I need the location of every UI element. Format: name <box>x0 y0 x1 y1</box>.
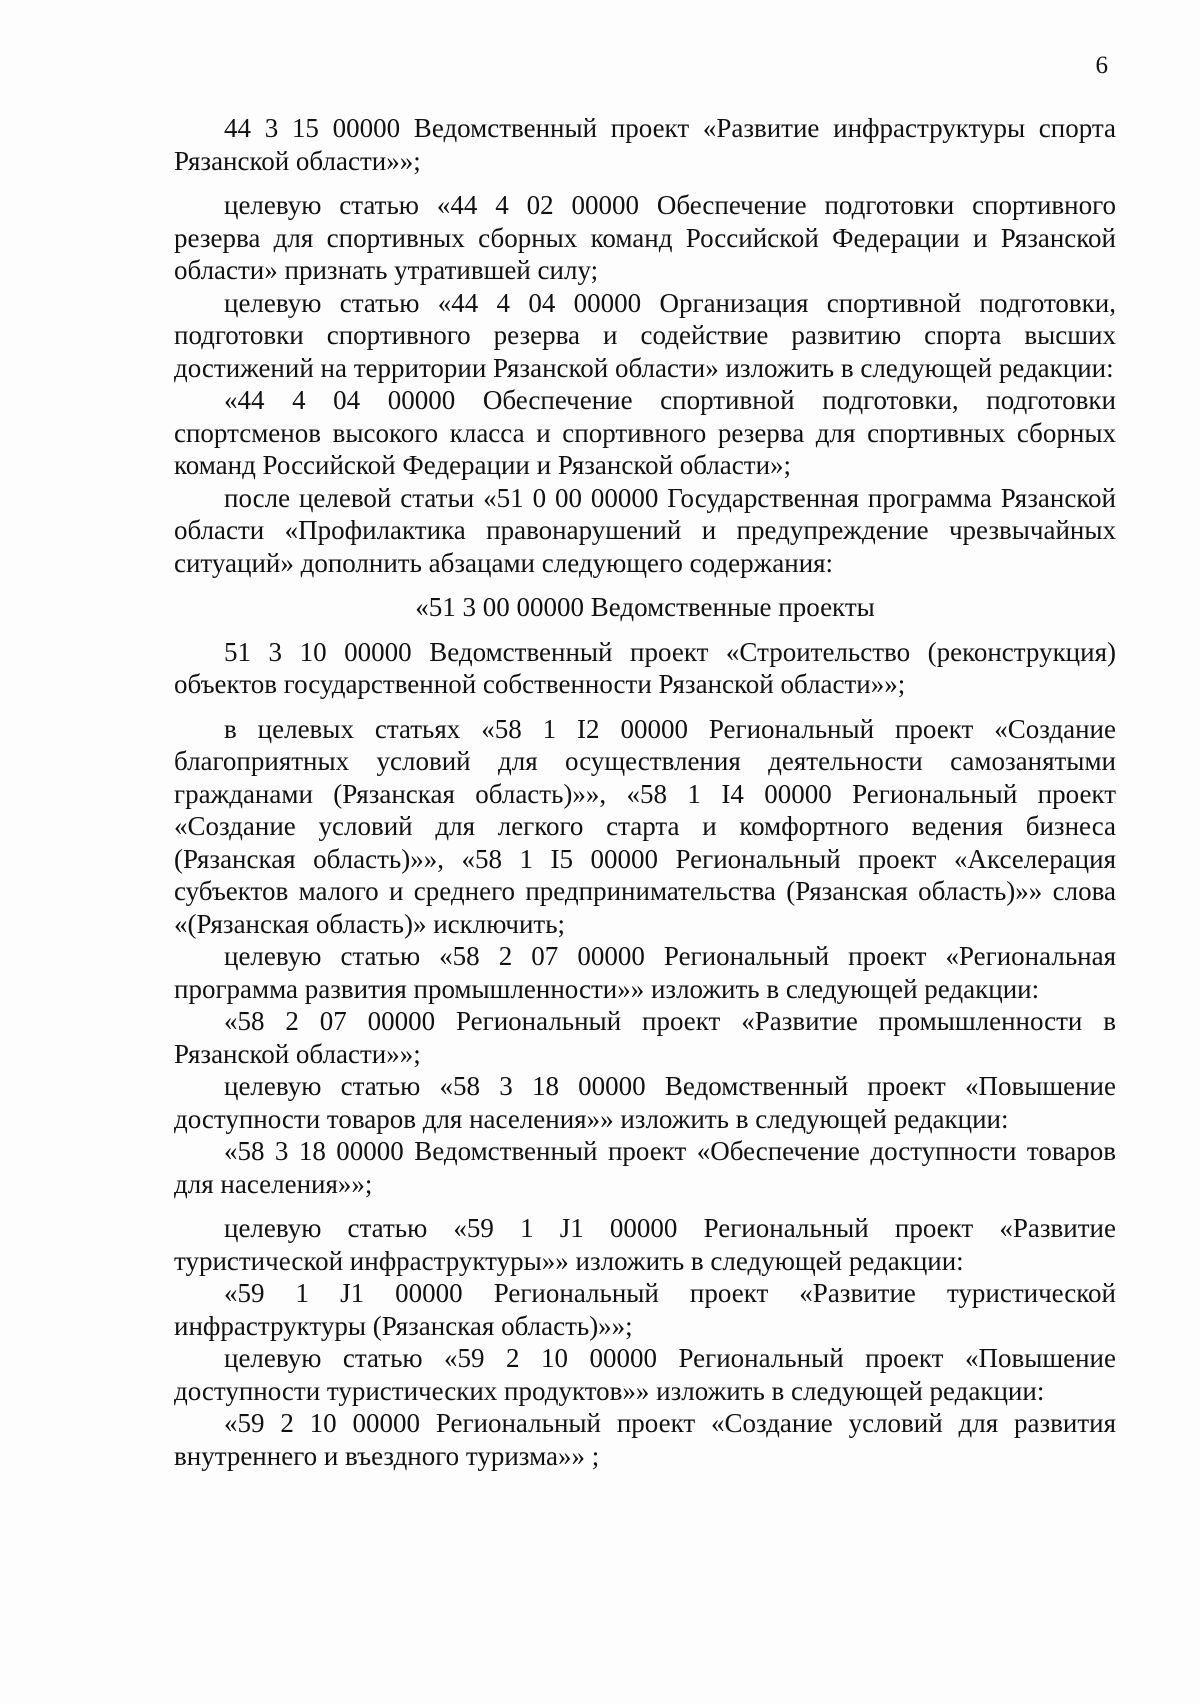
document-body <box>174 112 1116 1472</box>
paragraph-9: целевую статью «58 2 07 00000 Региональный проект «Региональная программа развития промышленности»» изложить в следующей редакции: <box>174 941 1116 1004</box>
paragraph-2: целевую статью «44 4 02 00000 Обеспечение подготовки спортивного резерва для спортивных сборных команд Российской Федерации и Рязанской области» признать утратившей силу; <box>174 190 1116 285</box>
paragraph-1: 44 3 15 00000 Ведомственный проект «Развитие инфраструктуры спорта Рязанской области»»; <box>174 113 1116 176</box>
paragraph-16: «59 2 10 00000 Региональный проект «Создание условий для развития внутреннего и въездного туризма»» ; <box>174 1408 1116 1471</box>
paragraph-13: целевую статью «59 1 J1 00000 Региональный проект «Развитие туристической инфраструктуры»» изложить в следующей редакции: <box>174 1213 1116 1276</box>
paragraph-8: в целевых статьях «58 1 I2 00000 Региональный проект «Создание благоприятных условий для осуществления деятельности самозанятыми гражданами (Рязанская область)»», «58 1 I4 00000 Региональный проект «Создание условий для легкого старта и комфортного ведения бизнеса (Рязанская область)»», «58 1 I5 00000 Региональный проект «Акселерация субъектов малого и среднего предпринимательства (Рязанская область)»» слова «(Рязанская область)» исключить; <box>174 713 1116 939</box>
page-number: 6 <box>1095 52 1108 79</box>
paragraph-10: «58 2 07 00000 Региональный проект «Развитие промышленности в Рязанской области»»; <box>174 1006 1116 1069</box>
paragraph-7: 51 3 10 00000 Ведомственный проект «Строительство (реконструкция) объектов государственной собственности Рязанской области»»; <box>174 636 1116 699</box>
paragraph-12: «58 3 18 00000 Ведомственный проект «Обеспечение доступности товаров для населения»»; <box>174 1136 1116 1199</box>
paragraph-3: целевую статью «44 4 04 00000 Организация спортивной подготовки, подготовки спортивного резерва и содействие развитию спорта высших достижений на территории Рязанской области» изложить в следующей редакции: <box>174 287 1116 383</box>
paragraph-14: «59 1 J1 00000 Региональный проект «Развитие туристической инфраструктуры (Рязанская область)»»; <box>174 1278 1116 1341</box>
paragraph-5: после целевой статьи «51 0 00 00000 Государственная программа Рязанской области «Профилактика правонарушений и предупреждение чрезвычайных ситуаций» дополнить абзацами следующего содержания: <box>174 482 1116 578</box>
paragraph-4: «44 4 04 00000 Обеспечение спортивной подготовки, подготовки спортсменов высокого класса и спортивного резерва для спортивных сборных команд Российской Федерации и Рязанской области»; <box>174 385 1116 480</box>
paragraph-15: целевую статью «59 2 10 00000 Региональный проект «Повышение доступности туристических продуктов»» изложить в следующей редакции: <box>174 1343 1116 1406</box>
section-heading: «51 3 00 00000 Ведомственные проекты <box>415 592 875 622</box>
paragraph-11: целевую статью «58 3 18 00000 Ведомственный проект «Повышение доступности товаров для населения»» изложить в следующей редакции: <box>174 1071 1116 1134</box>
